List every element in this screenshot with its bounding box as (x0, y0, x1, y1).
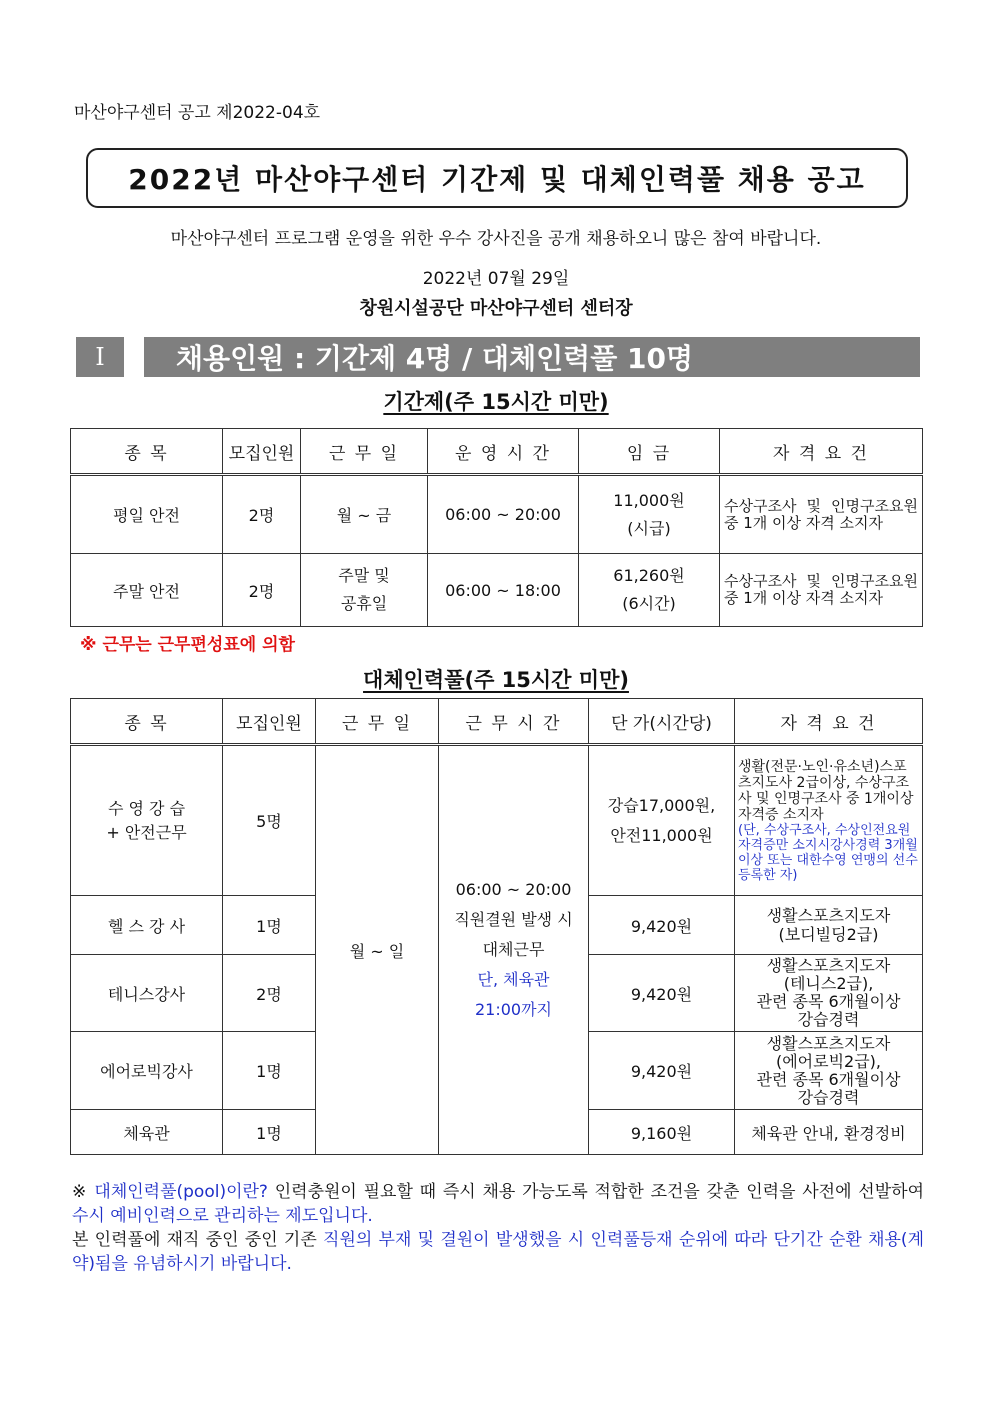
time-line: 대체근무 (482, 940, 545, 959)
wage-unit: (6시간) (622, 594, 676, 613)
header-cell: 모집인원 (223, 429, 301, 475)
pool-definition-text: 인력충원이 필요할 때 즉시 채용 가능도록 적합한 조건을 갖춘 인력을 사전에 선발하여 (267, 1182, 924, 1202)
time-line: 06:00 ~ 20:00 (455, 880, 572, 899)
notice-date: 2022년 07월 29일 (422, 269, 570, 289)
header-cell: 근 무 일 (316, 699, 439, 745)
days-cell: 월 ~ 금 (301, 475, 428, 554)
item-cell: 주말 안전 (71, 554, 223, 627)
header-cell: 근 무 일 (301, 429, 428, 475)
wage-cell (579, 475, 720, 554)
price-cell: 9,420원 (589, 896, 735, 955)
count-cell: 1명 (223, 1032, 316, 1110)
fixed-term-title-text: 기간제(주 15시간 미만) (383, 390, 609, 414)
qualification-line: 관련 종목 6개월이상 (756, 992, 901, 1011)
wage-amount: 11,000원 (613, 490, 685, 510)
table-header-row (71, 699, 923, 745)
qualification-line: 생활스포츠지도자 (766, 906, 891, 925)
pool-usage-text: 본 인력풀에 재직 중인 중인 기존 (72, 1230, 324, 1250)
pool-title-text: 대체인력풀(주 15시간 미만) (363, 668, 629, 692)
qualification-line: 관련 종목 6개월이상 (756, 1069, 901, 1089)
issuer: 창원시설공단 마산야구센터 센터장 (359, 298, 633, 319)
qualification-line: (보디빌딩2급) (778, 925, 879, 944)
header-cell: 운 영 시 간 (428, 429, 579, 475)
note-mark: ※ (72, 1182, 95, 1202)
pool-definition-term: 대체인력풀(pool)이란? (94, 1182, 268, 1202)
header-cell: 단 가(시간당) (589, 699, 735, 745)
qualification-cell: 수상구조사 및 인명구조요원 중 1개 이상 자격 소지자 (720, 554, 923, 627)
time-cell (439, 745, 589, 1155)
days-cell (301, 554, 428, 627)
wage-unit: (시급) (627, 518, 671, 538)
time-cell: 06:00 ~ 20:00 (428, 475, 579, 554)
header-cell: 근 무 시 간 (439, 699, 589, 745)
header-cell: 임 금 (579, 429, 720, 475)
days-cell: 월 ~ 일 (316, 745, 439, 1155)
count-cell: 1명 (223, 896, 316, 955)
pool-table (70, 698, 923, 1155)
time-cell: 06:00 ~ 18:00 (428, 554, 579, 627)
count-cell: 1명 (223, 1110, 316, 1155)
item-cell: 체육관 (71, 1110, 223, 1155)
qualification-line: 생활스포츠지도자 (766, 1033, 891, 1053)
price-cell: 9,420원 (589, 955, 735, 1032)
qualification-note: (단, 수상구조사, 수상인전요원 자격증만 소지시강사경력 3개월 이상 또는 대한수영 연맹의 선수등록한 자) (738, 822, 918, 883)
pool-usage-highlight: 직원의 부재 및 결원이 발생했을 시 인력풀등재 순위에 따라 단기간 순환 채용(계약)됨을 유념하시기 바랍니다. (72, 1230, 924, 1274)
item-cell: 평일 안전 (71, 475, 223, 554)
count-cell: 2명 (223, 554, 301, 627)
days-line: 주말 및 (338, 566, 390, 585)
price-line: 안전11,000원 (610, 825, 713, 845)
item-line: + 안전근무 (106, 822, 187, 842)
qualification-text: 생활(전문·노인·유소년)스포츠지도사 2급이상, 수상구조사 및 인명구조사 중 1개이상 자격증 소지자 (738, 758, 914, 823)
pool-definition-note (72, 1180, 924, 1228)
price-cell: 9,420원 (589, 1032, 735, 1110)
count-cell: 2명 (223, 955, 316, 1032)
qualification-cell (735, 896, 923, 955)
qualification-line: 강습경력 (797, 1087, 860, 1107)
qualification-cell (735, 1032, 923, 1110)
table-row (71, 475, 923, 554)
header-cell: 종 목 (71, 429, 223, 475)
qualification-line: (테니스2급), (783, 974, 874, 993)
intro-text: 마산야구센터 프로그램 운영을 위한 우수 강사진을 공개 채용하오니 많은 참여 바랍니다. (170, 229, 822, 249)
pool-usage-note (72, 1228, 924, 1276)
count-cell: 5명 (223, 745, 316, 896)
wage-amount: 61,260원 (613, 566, 685, 585)
count-cell: 2명 (223, 475, 301, 554)
table-row (71, 554, 923, 627)
time-line-note: 21:00까지 (474, 1000, 553, 1019)
item-line: 수 영 강 습 (107, 798, 186, 818)
section-title: 채용인원 : 기간제 4명 / 대체인력풀 10명 (144, 337, 920, 377)
fixed-term-title (0, 386, 992, 416)
item-cell: 헬 스 강 사 (71, 896, 223, 955)
header-cell: 자 격 요 건 (735, 699, 923, 745)
section-number: Ⅰ (76, 337, 124, 377)
qualification-cell (735, 745, 923, 896)
qualification-line: (에어로빅2급), (775, 1051, 882, 1071)
time-line-note: 단, 체육관 (477, 970, 550, 989)
qualification-line: 강습경력 (797, 1010, 860, 1029)
qualification-cell: 수상구조사 및 인명구조요원 중 1개 이상 자격 소지자 (720, 475, 923, 554)
page-title: 2022년 마산야구센터 기간제 및 대체인력풀 채용 공고 (86, 148, 908, 208)
price-cell: 9,160원 (589, 1110, 735, 1155)
qualification-cell: 체육관 안내, 환경정비 (735, 1110, 923, 1155)
qualification-line: 생활스포츠지도자 (766, 956, 891, 975)
item-cell: 테니스강사 (71, 955, 223, 1032)
wage-cell (579, 554, 720, 627)
table-row (71, 745, 923, 896)
header-cell: 종 목 (71, 699, 223, 745)
notice-number: 마산야구센터 공고 제2022-04호 (74, 103, 321, 123)
item-cell (71, 745, 223, 896)
header-cell: 모집인원 (223, 699, 316, 745)
price-cell (589, 745, 735, 896)
item-cell: 에어로빅강사 (71, 1032, 223, 1110)
days-line: 공휴일 (340, 594, 388, 613)
time-line: 직원결원 발생 시 (454, 910, 573, 929)
work-schedule-note: ※ 근무는 근무편성표에 의함 (80, 635, 295, 655)
fixed-term-table (70, 428, 923, 627)
header-cell: 자 격 요 건 (720, 429, 923, 475)
table-header-row (71, 429, 923, 475)
pool-definition-highlight: 수시 예비인력으로 관리하는 제도입니다. (72, 1206, 373, 1226)
pool-title (0, 664, 992, 694)
price-line: 강습17,000원, (607, 795, 716, 815)
qualification-cell (735, 955, 923, 1032)
